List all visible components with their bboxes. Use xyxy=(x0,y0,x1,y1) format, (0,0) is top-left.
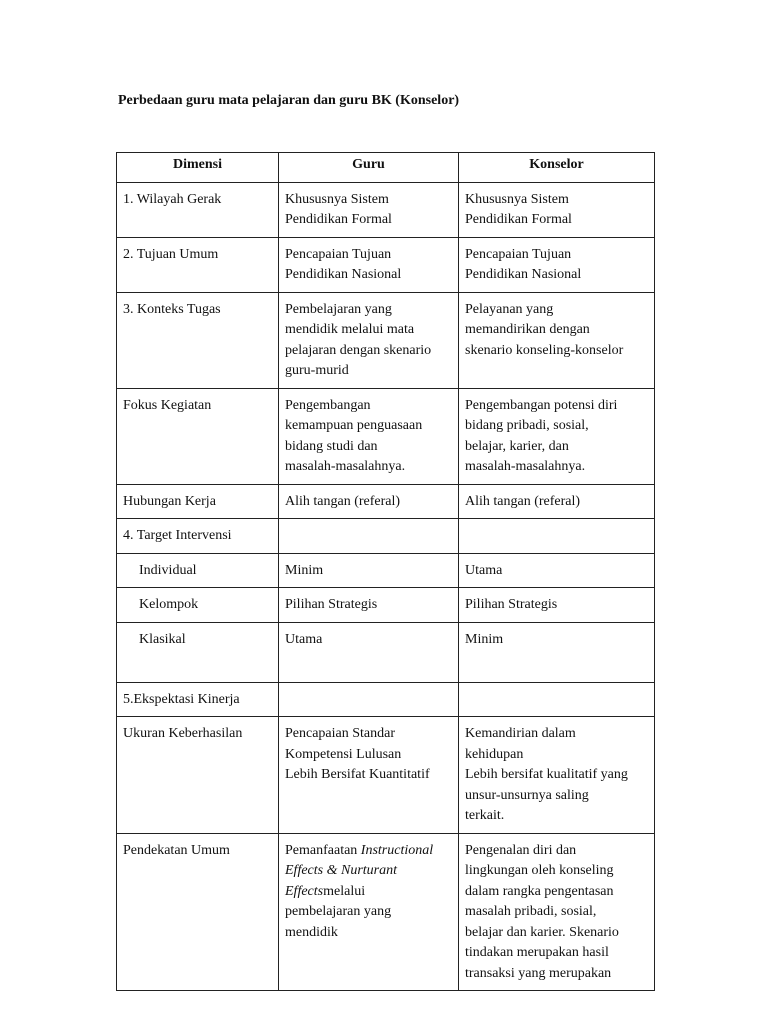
cell-dimensi: 3. Konteks Tugas xyxy=(117,292,279,388)
cell-dimensi: 1. Wilayah Gerak xyxy=(117,182,279,237)
comparison-table xyxy=(116,152,655,991)
table-row xyxy=(117,292,655,388)
cell-line: Khususnya Sistem xyxy=(465,191,569,207)
cell-konselor xyxy=(459,622,655,682)
cell-line: belajar, karier, dan xyxy=(465,438,569,454)
cell-line: skenario konseling-konselor xyxy=(465,342,624,358)
cell-line: Pencapaian Tujuan xyxy=(465,246,572,262)
cell-line: memandirikan dengan xyxy=(465,322,590,337)
cell-dimensi: Hubungan Kerja xyxy=(117,484,279,519)
page-title: Perbedaan guru mata pelajaran dan guru BK (Konselor) xyxy=(118,93,460,108)
table-row xyxy=(117,519,655,554)
cell-dimensi: Kelompok xyxy=(117,588,279,623)
cell-line: Pembelajaran yang xyxy=(285,301,392,317)
cell-guru xyxy=(279,388,459,484)
cell-guru xyxy=(279,237,459,292)
cell-line: lingkungan oleh konseling xyxy=(465,863,614,878)
table-row xyxy=(117,553,655,588)
cell-konselor xyxy=(459,588,655,623)
cell-line xyxy=(285,724,452,745)
cell-dimensi: Ukuran Keberhasilan xyxy=(117,717,279,834)
cell-line: Khususnya Sistem xyxy=(285,191,389,207)
cell-line: masalah-masalahnya. xyxy=(465,459,586,474)
cell-line: kehidupan xyxy=(465,746,524,762)
cell-line: pelajaran dengan skenario xyxy=(285,342,432,358)
cell-line: Pencapaian Tujuan xyxy=(285,246,392,262)
table-row xyxy=(117,484,655,519)
cell-line: Pengenalan diri dan xyxy=(465,842,577,858)
cell-guru xyxy=(279,588,459,623)
cell-line: Utama xyxy=(465,562,503,578)
cell-konselor xyxy=(459,292,655,388)
cell-konselor xyxy=(459,519,655,554)
cell-guru xyxy=(279,553,459,588)
cell-line: mendidik melalui mata xyxy=(285,322,415,337)
cell-word: Standar xyxy=(352,726,396,741)
header-dimensi: Dimensi xyxy=(117,153,279,183)
cell-line: terkait. xyxy=(465,808,505,823)
table-row xyxy=(117,717,655,834)
cell-dimensi: 5.Ekspektasi Kinerja xyxy=(117,682,279,717)
cell-line: belajar dan karier. Skenario xyxy=(465,924,619,940)
cell-text: Pemanfaatan xyxy=(285,842,361,858)
cell-konselor xyxy=(459,717,655,834)
cell-line: Pilihan Strategis xyxy=(285,597,378,612)
cell-dimensi: 4. Target Intervensi xyxy=(117,519,279,554)
header-guru: Guru xyxy=(279,153,459,183)
cell-guru xyxy=(279,182,459,237)
cell-line: bidang pribadi, sosial, xyxy=(465,418,589,433)
table-row xyxy=(117,388,655,484)
cell-line: masalah pribadi, sosial, xyxy=(465,904,597,919)
cell-line: Kompetensi Lulusan xyxy=(285,746,402,762)
cell-dimensi: Fokus Kegiatan xyxy=(117,388,279,484)
cell-guru xyxy=(279,833,459,991)
cell-line: dalam rangka pengentasan xyxy=(465,883,614,899)
header-konselor: Konselor xyxy=(459,153,655,183)
cell-line: transaksi yang merupakan xyxy=(465,965,612,981)
cell-line: guru-murid xyxy=(285,363,349,378)
cell-line: Lebih Bersifat Kuantitatif xyxy=(285,767,430,782)
cell-konselor xyxy=(459,553,655,588)
cell-line: Alih tangan (referal) xyxy=(285,493,401,509)
table-header-row xyxy=(117,153,655,183)
cell-dimensi: Individual xyxy=(117,553,279,588)
cell-line: masalah-masalahnya. xyxy=(285,459,406,474)
cell-line: bidang studi dan xyxy=(285,438,378,454)
cell-line: Pendidikan Nasional xyxy=(465,267,582,282)
cell-line: Alih tangan (referal) xyxy=(465,493,581,509)
cell-dimensi: Klasikal xyxy=(117,622,279,682)
cell-konselor xyxy=(459,682,655,717)
cell-line: Pendidikan Nasional xyxy=(285,267,402,282)
table-row xyxy=(117,682,655,717)
cell-line: Pendidikan Formal xyxy=(465,212,572,227)
cell-guru xyxy=(279,292,459,388)
cell-text-italic: Instructional xyxy=(360,842,434,858)
cell-line: Minim xyxy=(285,562,324,578)
cell-konselor xyxy=(459,833,655,991)
cell-guru xyxy=(279,682,459,717)
cell-text-italic: Effects & Nurturant xyxy=(285,863,397,878)
table-row xyxy=(117,833,655,991)
cell-line xyxy=(285,882,452,903)
cell-konselor xyxy=(459,182,655,237)
cell-guru xyxy=(279,622,459,682)
cell-text-italic: Effects xyxy=(285,883,324,899)
cell-line: Lebih bersifat kualitatif yang xyxy=(465,767,628,782)
cell-line: Pendidikan Formal xyxy=(285,212,392,227)
cell-guru xyxy=(279,717,459,834)
cell-line: unsur-unsurnya saling xyxy=(465,787,589,803)
table-row xyxy=(117,182,655,237)
cell-dimensi: 2. Tujuan Umum xyxy=(117,237,279,292)
cell-text: melalui xyxy=(323,883,366,899)
cell-line: mendidik xyxy=(285,924,338,940)
cell-line: Minim xyxy=(465,631,504,647)
table-row xyxy=(117,237,655,292)
cell-line xyxy=(285,861,452,882)
cell-line: Pilihan Strategis xyxy=(465,597,558,612)
cell-line: tindakan merupakan hasil xyxy=(465,945,609,960)
cell-line: Pengembangan xyxy=(285,397,371,413)
cell-line xyxy=(285,841,452,862)
cell-line: kemampuan penguasaan xyxy=(285,418,423,433)
cell-line: pembelajaran yang xyxy=(285,904,392,919)
cell-konselor xyxy=(459,237,655,292)
cell-line: Utama xyxy=(285,631,323,647)
cell-konselor xyxy=(459,484,655,519)
cell-konselor xyxy=(459,388,655,484)
cell-guru xyxy=(279,484,459,519)
cell-word: Pencapaian xyxy=(285,726,349,741)
cell-line: Pelayanan yang xyxy=(465,301,554,317)
cell-dimensi: Pendekatan Umum xyxy=(117,833,279,991)
table-row xyxy=(117,622,655,682)
cell-guru xyxy=(279,519,459,554)
cell-line: Pengembangan potensi diri xyxy=(465,397,618,413)
table-row xyxy=(117,588,655,623)
cell-line: Kemandirian dalam xyxy=(465,726,576,741)
